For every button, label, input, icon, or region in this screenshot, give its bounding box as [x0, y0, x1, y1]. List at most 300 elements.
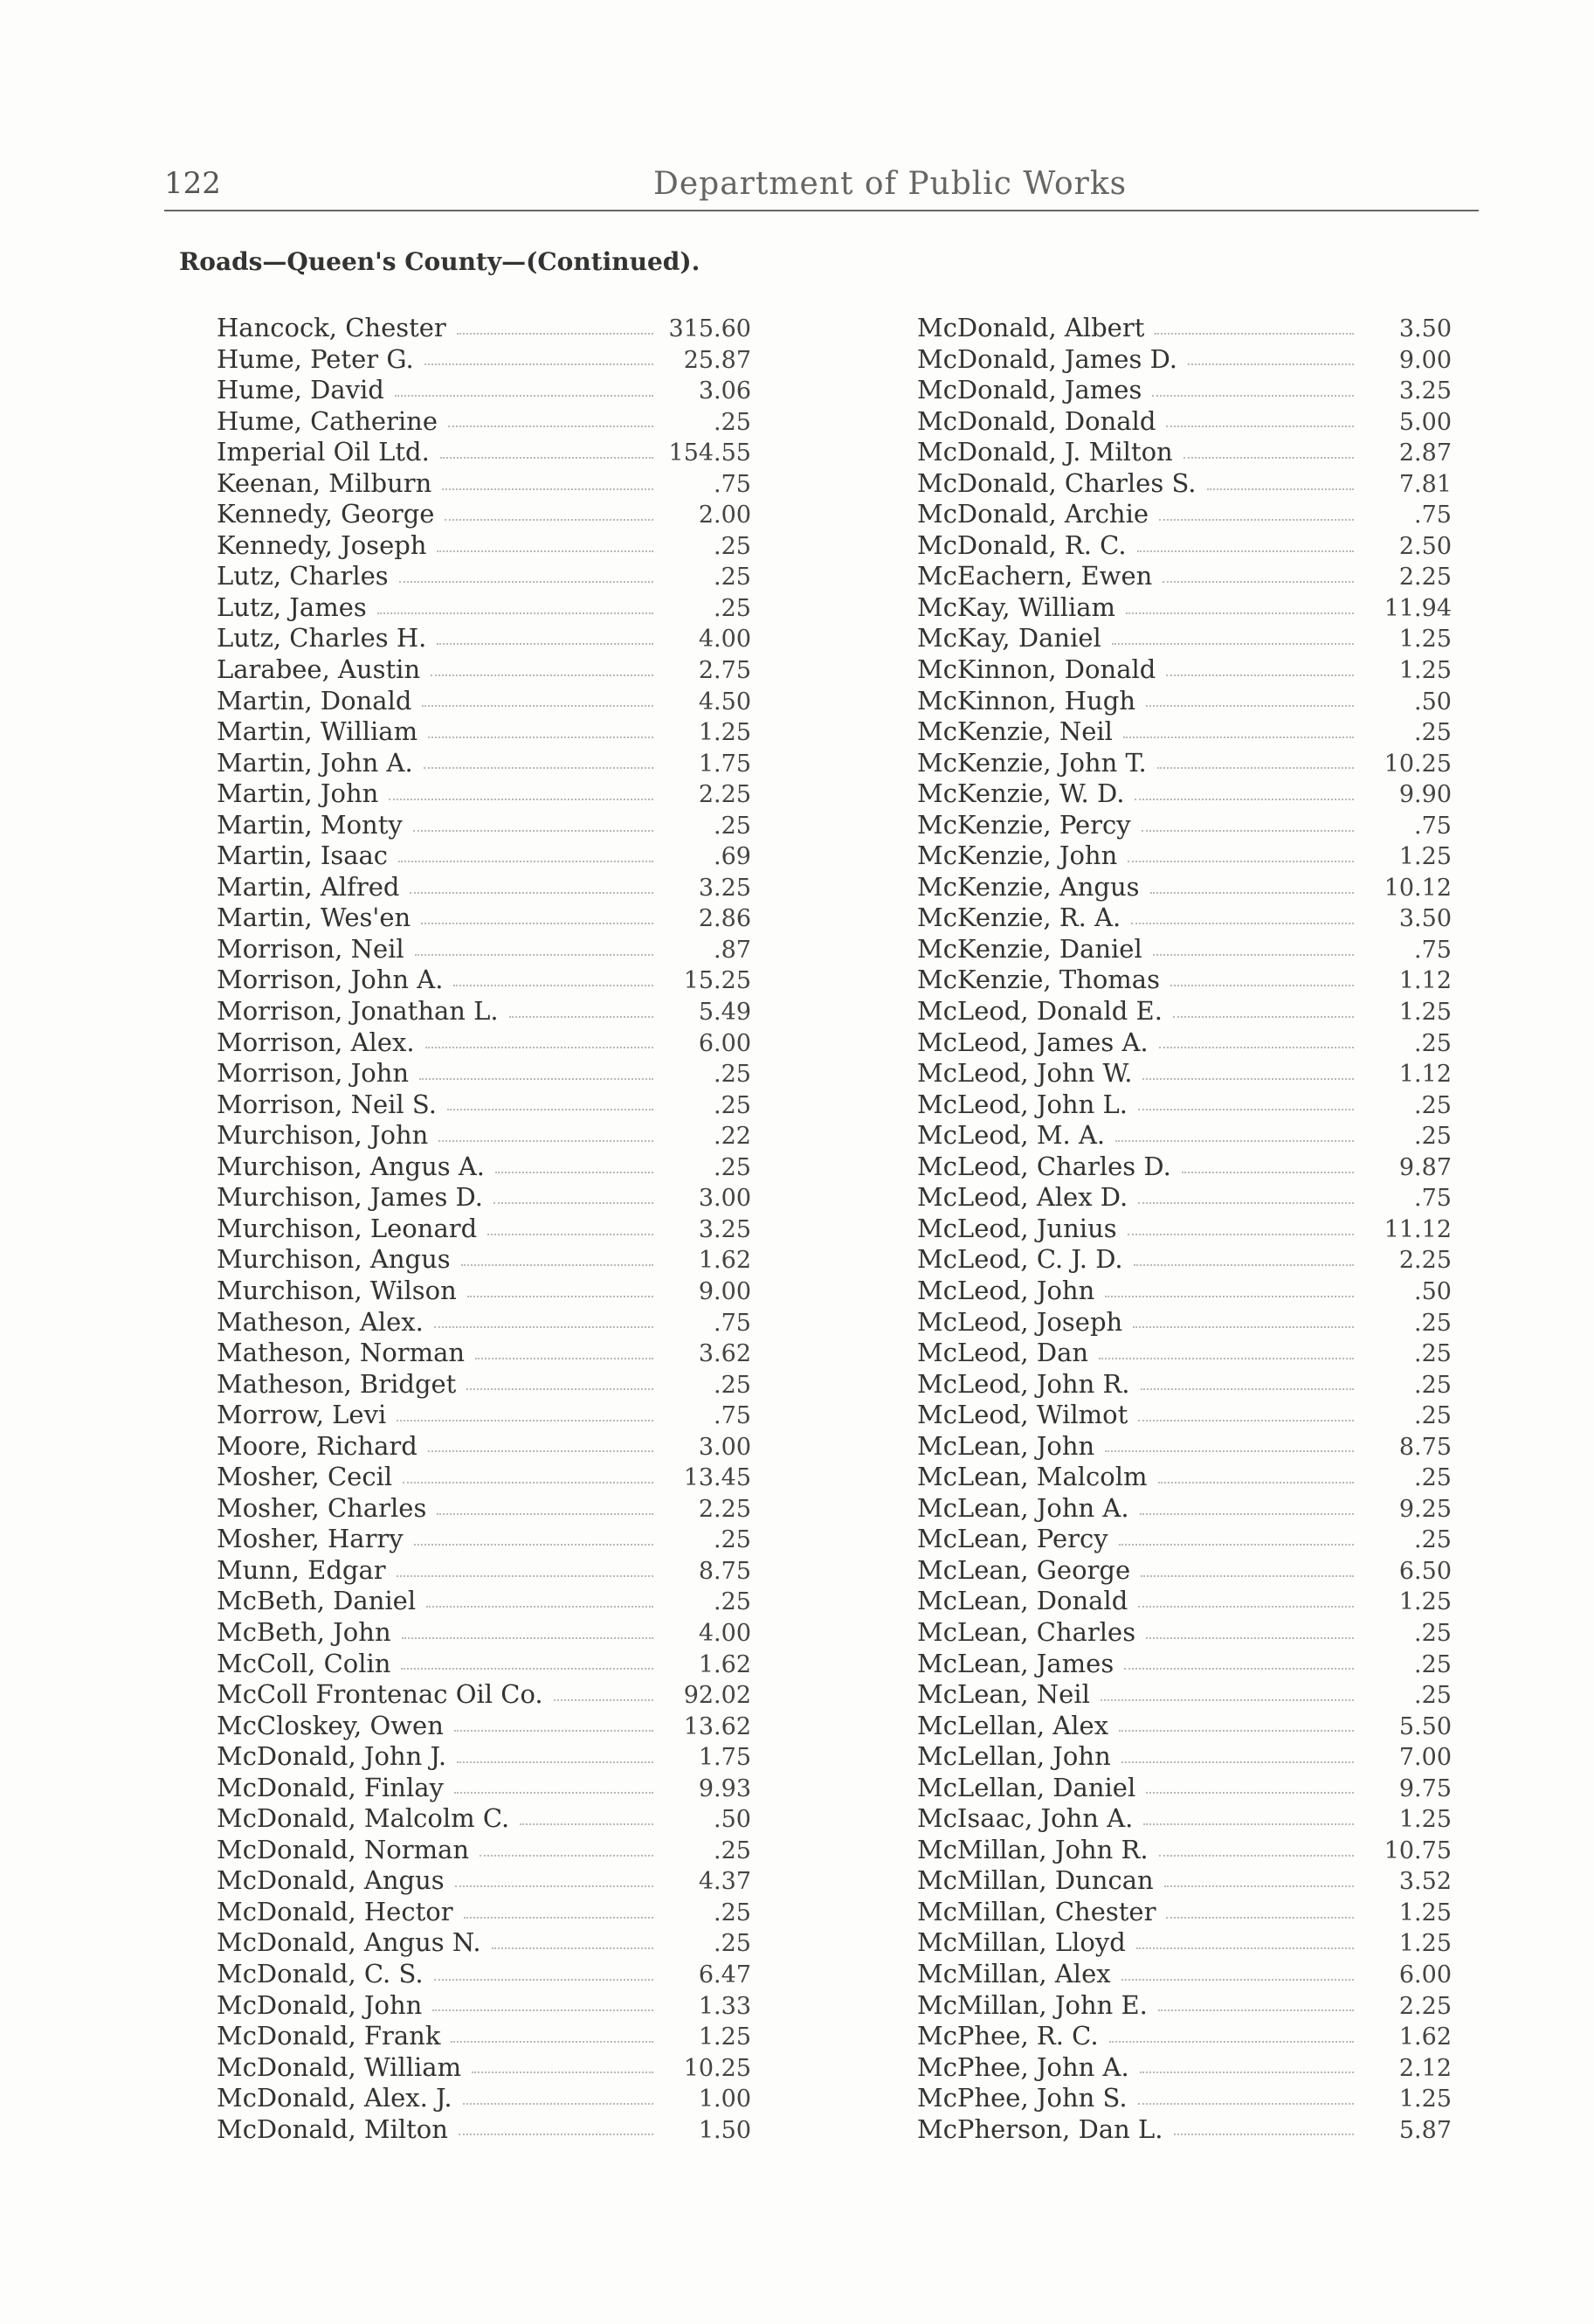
payee-name: Hume, Catherine [217, 405, 438, 436]
dot-leader [415, 954, 653, 956]
payee-name: Murchison, John [217, 1120, 429, 1151]
payee-name: McKenzie, Percy [917, 809, 1131, 840]
dot-leader [475, 1358, 653, 1359]
dot-leader [1115, 1140, 1354, 1142]
list-item [917, 1773, 1452, 1804]
payment-amount: 2.25 [1398, 1992, 1452, 2020]
payment-amount: 6.00 [1398, 1961, 1452, 1989]
payee-name: McPhee, John A. [917, 2051, 1129, 2082]
payment-amount: 4.50 [698, 688, 751, 716]
list-item [917, 748, 1452, 779]
list-item [217, 810, 751, 841]
list-item [217, 1244, 751, 1276]
dot-leader [520, 1823, 653, 1825]
payee-name: McDonald, William [217, 2051, 462, 2082]
list-item [917, 1927, 1452, 1959]
dot-leader [1164, 1885, 1354, 1887]
payee-name: Kennedy, Joseph [217, 529, 427, 560]
dot-leader [414, 1544, 653, 1546]
payment-amount: .25 [1414, 1650, 1452, 1678]
payee-name: Murchison, Angus [217, 1244, 451, 1275]
payee-name: McPherson, Dan L. [917, 2113, 1163, 2144]
list-item [217, 592, 751, 624]
list-item [217, 1338, 751, 1369]
payee-name: McLeod, Dan [917, 1338, 1089, 1368]
list-item [217, 1959, 751, 1990]
dot-leader [1159, 1855, 1354, 1857]
payment-amount: .25 [714, 1091, 751, 1119]
list-item [217, 561, 751, 592]
list-item [917, 996, 1452, 1027]
payment-amount: 2.86 [698, 905, 751, 933]
payment-amount: 1.62 [698, 1247, 751, 1275]
list-item [217, 1120, 751, 1152]
payment-amount: 2.25 [1398, 564, 1452, 591]
payment-amount: 4.00 [698, 626, 751, 654]
payee-name: McLeod, Junius [917, 1213, 1117, 1243]
dot-leader [1099, 1358, 1354, 1359]
payee-name: Matheson, Norman [217, 1338, 466, 1368]
list-item [217, 1649, 751, 1680]
payment-amount: 10.25 [683, 2054, 751, 2082]
list-item [917, 840, 1452, 872]
list-item [917, 965, 1452, 996]
dot-leader [413, 830, 653, 832]
payee-name: McLeod, James A. [917, 1027, 1149, 1057]
payment-amount: 2.75 [698, 657, 751, 685]
dot-leader [1183, 457, 1354, 459]
list-item [917, 1431, 1452, 1463]
payment-amount: .75 [1414, 1185, 1452, 1213]
list-item [217, 1058, 751, 1089]
payment-amount: 25.87 [683, 346, 751, 374]
payment-amount: 9.00 [1398, 346, 1452, 374]
payment-amount: 10.12 [1384, 874, 1452, 902]
list-item [217, 2021, 751, 2052]
payee-name: McKenzie, John [917, 840, 1118, 871]
payee-name: McLean, John A. [917, 1492, 1129, 1523]
payee-name: Martin, William [217, 716, 418, 747]
list-item [917, 1152, 1452, 1183]
dot-leader [1170, 985, 1354, 986]
dot-leader [457, 333, 653, 335]
list-item [917, 592, 1452, 624]
payment-amount: 2.50 [1398, 532, 1452, 560]
payment-amount: .25 [1414, 719, 1452, 747]
list-item [217, 1431, 751, 1463]
payment-amount: 1.25 [1398, 1806, 1452, 1834]
payment-amount: 3.25 [698, 874, 751, 902]
payee-name: McKenzie, Daniel [917, 933, 1142, 964]
payee-name: McLeod, M. A. [917, 1120, 1106, 1151]
payment-amount: .75 [714, 1309, 751, 1337]
dot-leader [1159, 1047, 1354, 1048]
payee-name: Mosher, Harry [217, 1524, 404, 1554]
dot-leader [1146, 1637, 1354, 1639]
payment-amount: 1.00 [698, 2085, 751, 2113]
payee-name: Martin, Isaac [217, 840, 389, 871]
list-item [917, 1089, 1452, 1121]
payee-name: McLean, James [917, 1648, 1114, 1678]
payment-amount: .69 [714, 843, 751, 871]
dot-leader [461, 1264, 653, 1266]
payment-amount: .75 [1414, 936, 1452, 964]
list-item [217, 1027, 751, 1059]
dot-leader [397, 1420, 653, 1421]
list-item [217, 1741, 751, 1773]
dot-leader [437, 1513, 653, 1515]
payment-amount: 8.75 [1398, 1433, 1452, 1461]
dot-leader [1109, 2041, 1354, 2043]
list-item [217, 1182, 751, 1214]
payee-name: McKenzie, Neil [917, 716, 1113, 747]
payee-name: Mosher, Cecil [217, 1462, 393, 1492]
list-item [917, 1959, 1452, 1990]
payee-name: Hume, Peter G. [217, 343, 414, 374]
payee-name: McKenzie, Angus [917, 871, 1140, 902]
list-item [217, 716, 751, 748]
payment-amount: 92.02 [683, 1682, 751, 1710]
payment-amount: 1.25 [1398, 1930, 1452, 1958]
payment-amount: .25 [714, 1588, 751, 1616]
payee-name: McDonald, Alex. J. [217, 2083, 452, 2113]
dot-leader [1101, 1699, 1354, 1701]
payment-amount: .25 [1414, 1682, 1452, 1710]
payee-name: Murchison, Angus A. [217, 1151, 486, 1181]
payee-name: McLean, George [917, 1554, 1131, 1585]
dot-leader [402, 1637, 653, 1639]
payee-name: McPhee, R. C. [917, 2021, 1099, 2051]
payment-amount: 4.00 [698, 1619, 751, 1647]
payee-name: Murchison, Leonard [217, 1213, 478, 1243]
list-item [217, 1369, 751, 1401]
dot-leader [445, 519, 653, 521]
list-item [917, 686, 1452, 717]
payment-amount: .25 [714, 1371, 751, 1399]
list-item [217, 1617, 751, 1649]
payee-name: McLean, Donald [917, 1586, 1128, 1616]
payee-name: Lutz, James [217, 591, 367, 622]
dot-leader [1121, 1979, 1354, 1981]
payee-name: Martin, John [217, 778, 379, 809]
dot-leader [1131, 923, 1354, 924]
payment-amount: 13.45 [683, 1464, 751, 1492]
list-item [217, 686, 751, 717]
dot-leader [425, 1047, 653, 1048]
page-header [164, 166, 1479, 211]
payment-amount: .75 [714, 1402, 751, 1430]
payment-amount: 3.00 [698, 1433, 751, 1461]
payment-amount: 1.25 [1398, 1588, 1452, 1616]
dot-leader [401, 1668, 653, 1670]
payee-name: McMillan, Chester [917, 1896, 1156, 1926]
list-item [217, 530, 751, 562]
payee-name: Martin, Donald [217, 685, 412, 716]
list-item [917, 1679, 1452, 1711]
dot-leader [1138, 2103, 1354, 2105]
payment-amount: 6.47 [698, 1961, 751, 1989]
list-item [217, 996, 751, 1027]
dot-leader [1128, 861, 1354, 862]
list-item [917, 1276, 1452, 1307]
dot-leader [1150, 892, 1354, 894]
payment-amount: 1.12 [1398, 967, 1452, 995]
payment-amount: 3.25 [698, 1215, 751, 1243]
payment-amount: 4.37 [698, 1868, 751, 1896]
dot-leader [509, 1016, 653, 1018]
dot-leader [454, 1792, 653, 1794]
dot-leader [480, 1855, 653, 1857]
payment-amount: 1.25 [1398, 999, 1452, 1027]
dot-leader [1137, 550, 1354, 552]
payee-name: Martin, Wes'en [217, 903, 411, 933]
dot-leader [1140, 1513, 1354, 1515]
payment-amount: 3.50 [1398, 905, 1452, 933]
dot-leader [437, 550, 653, 552]
payment-amount: .25 [714, 1899, 751, 1926]
dot-leader [1128, 1234, 1354, 1235]
list-item [217, 1711, 751, 1742]
dot-leader [1173, 1016, 1354, 1018]
list-item [217, 840, 751, 872]
payee-name: McDonald, Donald [917, 405, 1156, 436]
payee-name: Matheson, Bridget [217, 1368, 457, 1399]
payment-amount: 315.60 [668, 315, 751, 342]
payment-amount: 5.87 [1398, 2116, 1452, 2144]
list-item [917, 1990, 1452, 2022]
list-item [917, 1307, 1452, 1338]
dot-leader [1124, 1668, 1354, 1670]
payment-amount: 9.25 [1398, 1495, 1452, 1523]
dot-leader [451, 2041, 653, 2043]
list-item [217, 1555, 751, 1587]
payee-name: Matheson, Alex. [217, 1306, 424, 1337]
payee-name: McLeod, John R. [917, 1368, 1130, 1399]
payment-amount: 7.00 [1398, 1744, 1452, 1772]
list-item [917, 530, 1452, 562]
payment-amount: .50 [1414, 688, 1452, 716]
payment-amount: .25 [714, 532, 751, 560]
list-item [217, 313, 751, 344]
list-item [217, 1897, 751, 1928]
dot-leader [1157, 767, 1354, 769]
dot-leader [397, 1575, 653, 1577]
payee-name: McDonald, Archie [917, 499, 1149, 529]
payment-amount: .25 [714, 564, 751, 591]
dot-leader [1141, 1388, 1354, 1390]
payee-name: McLeod, Joseph [917, 1306, 1123, 1337]
payee-name: McLeod, John [917, 1275, 1095, 1305]
dot-leader [1133, 1326, 1354, 1328]
dot-leader [472, 2072, 653, 2073]
payee-name: McLellan, John [917, 1741, 1111, 1772]
dot-leader [434, 1979, 653, 1981]
payee-name: McCloskey, Owen [217, 1710, 444, 1740]
payee-name: McDonald, Frank [217, 2021, 441, 2051]
dot-leader [438, 1140, 653, 1142]
list-item [217, 1152, 751, 1183]
dot-leader [1166, 674, 1354, 676]
list-item [217, 872, 751, 903]
payee-name: McKenzie, W. D. [917, 778, 1125, 809]
list-item [917, 1617, 1452, 1649]
dot-leader [377, 612, 653, 614]
payee-name: Mosher, Charles [217, 1492, 427, 1523]
payment-amount: 1.25 [1398, 2085, 1452, 2113]
payee-name: McMillan, Alex [917, 1958, 1111, 1989]
payee-name: McLeod, John L. [917, 1089, 1128, 1119]
list-item [217, 2083, 751, 2114]
list-item [917, 1369, 1452, 1401]
left-column-list [217, 313, 751, 2145]
dot-leader [1123, 737, 1354, 738]
payee-name: McDonald, Angus [217, 1865, 445, 1896]
dot-leader [464, 1917, 653, 1919]
list-item [217, 1803, 751, 1835]
payee-name: McDonald, Hector [217, 1896, 453, 1926]
list-item [917, 1462, 1452, 1493]
dot-leader [1174, 2134, 1354, 2135]
payee-name: McLeod, Alex D. [917, 1182, 1128, 1213]
payment-amount: 1.75 [698, 750, 751, 778]
payment-amount: 2.87 [1398, 439, 1452, 467]
list-item [217, 1679, 751, 1711]
list-item [217, 748, 751, 779]
dot-leader [431, 674, 653, 676]
dot-leader [424, 363, 653, 365]
payment-amount: 1.25 [698, 719, 751, 747]
list-item [917, 313, 1452, 344]
payee-name: McLellan, Alex [917, 1710, 1109, 1740]
list-item [217, 468, 751, 500]
dot-leader [1166, 425, 1354, 427]
list-item [217, 623, 751, 654]
payment-amount: 7.81 [1398, 470, 1452, 498]
dot-leader [1158, 1482, 1355, 1484]
payee-name: McColl Frontenac Oil Co. [217, 1679, 543, 1710]
payment-amount: .25 [1414, 1309, 1452, 1337]
dot-leader [554, 1699, 653, 1701]
dot-leader [1112, 643, 1354, 645]
right-column-list [917, 313, 1452, 2145]
payment-amount: .25 [1414, 1123, 1452, 1151]
list-item [917, 1058, 1452, 1089]
list-item [217, 1493, 751, 1525]
list-item [217, 406, 751, 438]
dot-leader [1138, 1420, 1354, 1421]
list-item [917, 1338, 1452, 1369]
dot-leader [1138, 1606, 1354, 1608]
payee-name: Martin, John A. [217, 747, 413, 778]
payee-name: McLeod, Wilmot [917, 1400, 1128, 1430]
payment-amount: 15.25 [683, 967, 751, 995]
dot-leader [437, 643, 653, 645]
payee-name: Munn, Edgar [217, 1554, 386, 1585]
list-item [917, 2083, 1452, 2114]
payment-amount: 2.25 [698, 781, 751, 809]
payment-amount: 9.90 [1398, 781, 1452, 809]
list-item [217, 1865, 751, 1897]
payment-amount: 1.25 [1398, 843, 1452, 871]
payment-amount: 9.75 [1398, 1774, 1452, 1802]
payee-name: Martin, Alfred [217, 871, 400, 902]
payment-amount: .25 [714, 812, 751, 840]
dot-leader [1138, 1109, 1354, 1110]
dot-leader [448, 425, 653, 427]
dot-leader [1207, 488, 1355, 490]
payee-name: Morrow, Levi [217, 1400, 387, 1430]
payment-amount: 1.62 [1398, 2023, 1452, 2051]
dot-leader [455, 1885, 653, 1887]
dot-leader [389, 799, 653, 800]
payee-name: McPhee, John S. [917, 2083, 1128, 2113]
list-item [217, 1835, 751, 1866]
payment-amount: .25 [1414, 1371, 1452, 1399]
dot-leader [1158, 2009, 1354, 2011]
dot-leader [1182, 1172, 1354, 1173]
dot-leader [419, 1078, 653, 1080]
payee-name: McKinnon, Donald [917, 654, 1156, 685]
payment-amount: 1.25 [1398, 626, 1452, 654]
page-number: 122 [164, 166, 221, 201]
payee-name: McDonald, James [917, 375, 1142, 405]
payment-amount: 1.25 [1398, 1899, 1452, 1926]
payee-name: McDonald, Angus N. [217, 1927, 481, 1958]
dot-leader [447, 1109, 653, 1110]
payment-amount: .25 [714, 594, 751, 622]
payee-name: McKenzie, John T. [917, 747, 1147, 778]
payment-amount: .25 [714, 1836, 751, 1864]
payee-name: McMillan, Lloyd [917, 1927, 1126, 1958]
payment-amount: .50 [1414, 1277, 1452, 1305]
payee-name: Moore, Richard [217, 1430, 417, 1461]
list-item [917, 2114, 1452, 2146]
payee-name: Morrison, Alex. [217, 1027, 415, 1057]
payment-amount: 1.12 [1398, 1061, 1452, 1089]
payment-amount: 6.00 [698, 1029, 751, 1057]
dot-leader [1146, 705, 1354, 707]
dot-leader [492, 1947, 653, 1949]
list-item [917, 1649, 1452, 1680]
payment-amount: 3.62 [698, 1340, 751, 1368]
list-item [217, 344, 751, 376]
payment-amount: .25 [1414, 1619, 1452, 1647]
payment-amount: .25 [1414, 1464, 1452, 1492]
payment-amount: 10.75 [1384, 1836, 1452, 1864]
dot-leader [1121, 1761, 1354, 1763]
payment-amount: .25 [714, 1526, 751, 1554]
list-item [917, 1493, 1452, 1525]
payment-amount: .25 [1414, 1402, 1452, 1430]
payee-name: Larabee, Austin [217, 654, 421, 685]
dot-leader [1135, 799, 1354, 800]
list-item [917, 778, 1452, 810]
payee-name: McDonald, Albert [917, 313, 1145, 342]
payee-name: Lutz, Charles [217, 561, 389, 591]
list-item [917, 654, 1452, 686]
dot-leader [467, 1296, 653, 1297]
payee-name: McDonald, Norman [217, 1834, 470, 1864]
list-item [217, 965, 751, 996]
list-item [917, 1586, 1452, 1617]
list-item [917, 810, 1452, 841]
dot-leader [426, 1606, 653, 1608]
payee-name: McLean, Neil [917, 1679, 1090, 1710]
list-item [917, 1865, 1452, 1897]
list-item [917, 1524, 1452, 1555]
payee-name: McDonald, John [217, 1989, 423, 2020]
list-item [217, 1586, 751, 1617]
